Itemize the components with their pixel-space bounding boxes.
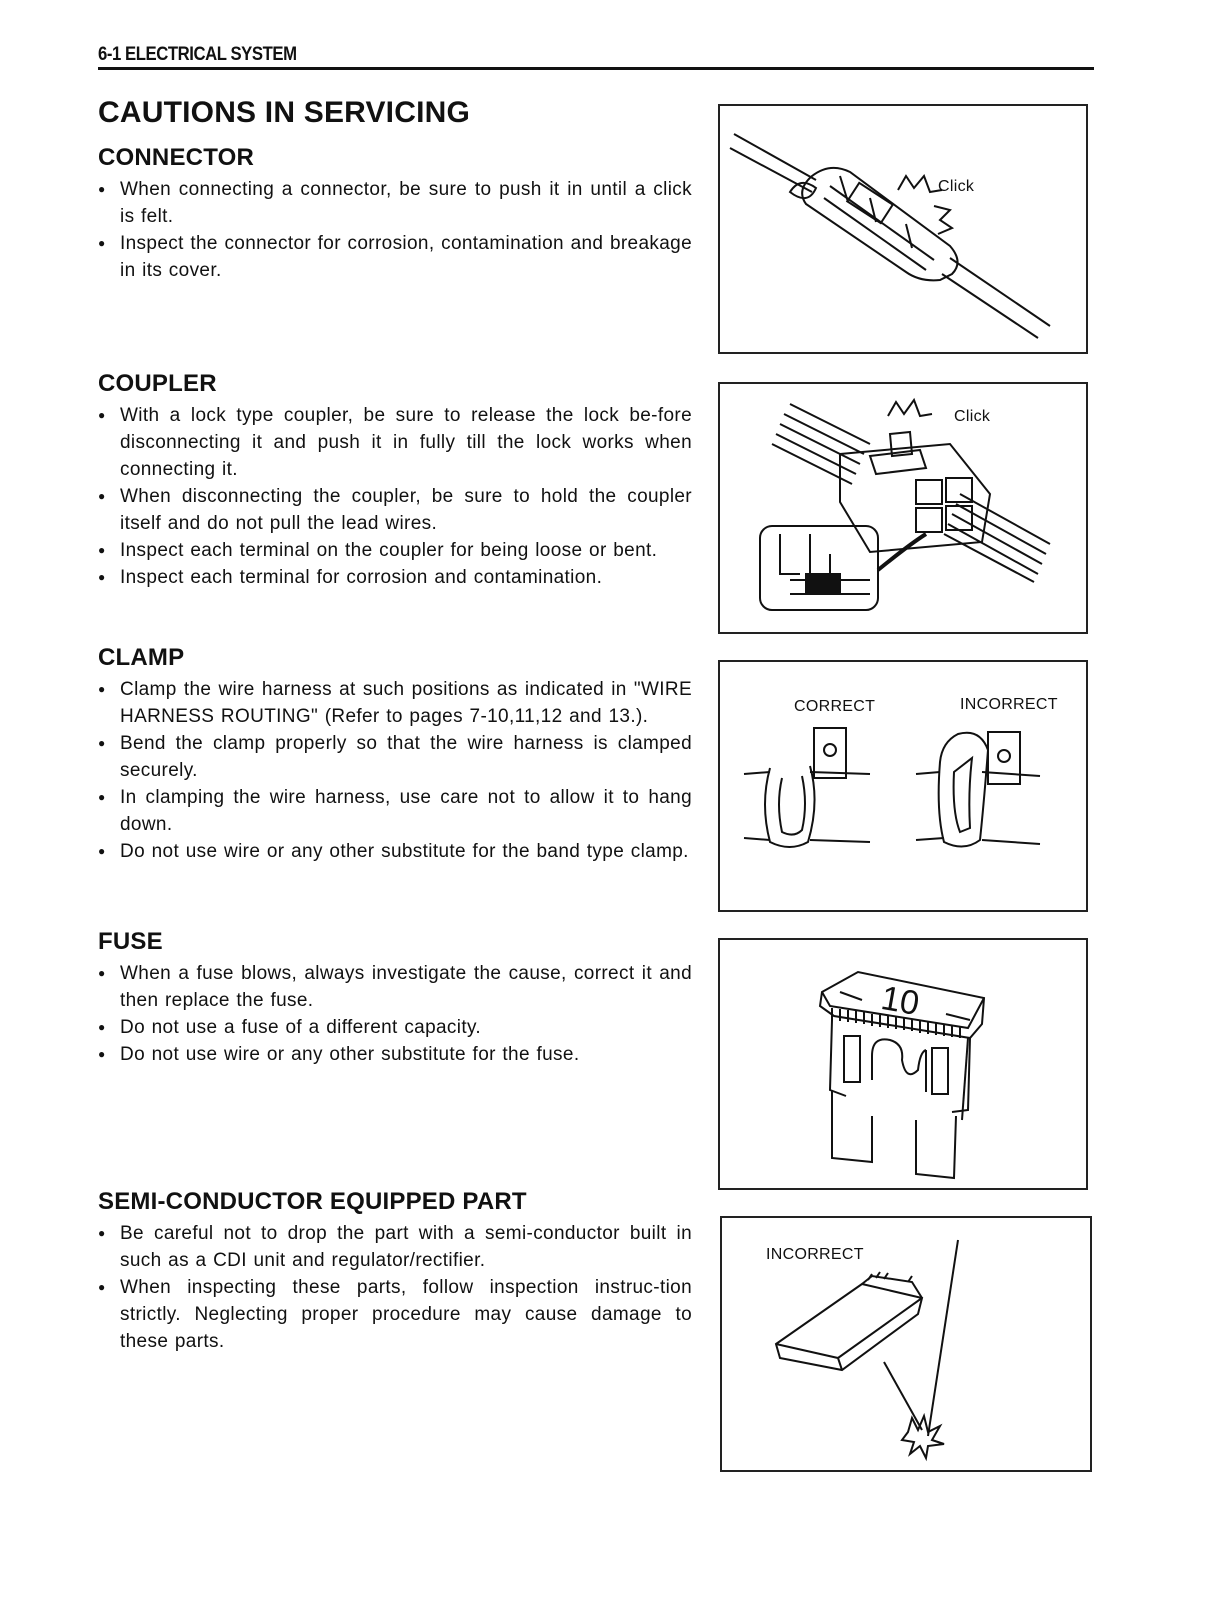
bullet-item: ● With a lock type coupler, be sure to release the lock be-fore disconnecting it and push it in fully till the lock works when connecting it. <box>98 402 692 483</box>
section-heading: COUPLER <box>98 370 217 397</box>
coupler-figure <box>718 382 1088 634</box>
bullet-item: ● When connecting a connector, be sure to push it in until a click is felt. <box>98 176 692 230</box>
click-label: Click <box>954 408 991 425</box>
bullet-item: ● When inspecting these parts, follow inspection instruc-tion strictly. Neglecting proper procedure may cause damage to these parts. <box>98 1274 692 1355</box>
bullet-item: ● When disconnecting the coupler, be sure to hold the coupler itself and do not pull the lead wires. <box>98 483 692 537</box>
incorrect-label: INCORRECT <box>766 1246 864 1263</box>
bullet-item: ● Be careful not to drop the part with a semi-conductor built in such as a CDI unit and regulator/rectifier. <box>98 1220 692 1274</box>
fuse-figure <box>718 938 1088 1190</box>
page-title: CAUTIONS IN SERVICING <box>98 96 471 129</box>
correct-label: CORRECT <box>794 698 876 715</box>
coupler-illustration <box>720 384 1086 632</box>
connector-figure <box>718 104 1088 354</box>
fuse-illustration <box>720 940 1086 1188</box>
bullet-item: ● Clamp the wire harness at such positions as indicated in "WIRE HARNESS ROUTING" (Refer to pages 7-10,11,12 and 13.). <box>98 676 692 730</box>
section-coupler <box>98 370 692 591</box>
bullet-item: ● Do not use wire or any other substitute for the band type clamp. <box>98 838 692 865</box>
incorrect-label: INCORRECT <box>960 696 1058 713</box>
click-label: Click <box>938 178 975 195</box>
bullet-item: ● Bend the clamp properly so that the wire harness is clamped securely. <box>98 730 692 784</box>
header-rule <box>98 67 1094 70</box>
bullet-item: ● Inspect each terminal for corrosion and contamination. <box>98 564 692 591</box>
section-clamp <box>98 644 692 865</box>
bullet-item: ● In clamping the wire harness, use care not to allow it to hang down. <box>98 784 692 838</box>
clamp-illustration <box>720 662 1086 910</box>
section-connector <box>98 144 692 284</box>
section-heading: CONNECTOR <box>98 144 255 171</box>
section-heading: CLAMP <box>98 644 185 671</box>
clamp-figure <box>718 660 1088 912</box>
semi-conductor-figure <box>720 1216 1092 1472</box>
section-heading: SEMI-CONDUCTOR EQUIPPED PART <box>98 1188 527 1215</box>
bullet-item: ● When a fuse blows, always investigate the cause, correct it and then replace the fuse. <box>98 960 692 1014</box>
section-heading: FUSE <box>98 928 163 955</box>
bullet-item: ● Do not use wire or any other substitute for the fuse. <box>98 1041 692 1068</box>
section-fuse <box>98 928 692 1068</box>
bullet-item: ● Inspect the connector for corrosion, contamination and breakage in its cover. <box>98 230 692 284</box>
section-semi-conductor <box>98 1188 692 1355</box>
connector-illustration <box>720 106 1086 352</box>
fuse-rating: 10 <box>878 979 923 1024</box>
cdi-unit-illustration <box>722 1218 1090 1470</box>
header-title: 6-1 ELECTRICAL SYSTEM <box>98 44 297 65</box>
bullet-item: ● Inspect each terminal on the coupler for being loose or bent. <box>98 537 692 564</box>
bullet-item: ● Do not use a fuse of a different capacity. <box>98 1014 692 1041</box>
